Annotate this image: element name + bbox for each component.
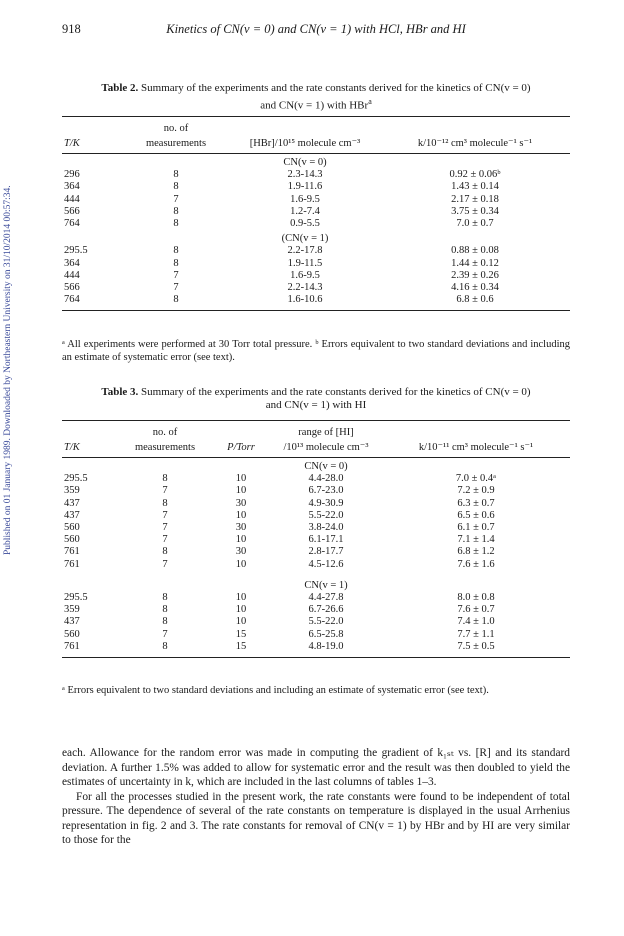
table2-group-v0-cell (122, 154, 230, 170)
table3-group-v1 (62, 577, 570, 592)
table-cell-p: 30 (235, 522, 247, 534)
table-cell-n: 8 (162, 616, 168, 628)
table-cell-k: 1.43 ± 0.14 (451, 181, 499, 193)
page-header (62, 22, 570, 40)
table-cell-k: 7.6 ± 0.7 (457, 604, 495, 616)
table2-col-n-head2: measurements (122, 138, 230, 154)
table3-group-v0-cell (212, 458, 270, 474)
table2-group-v1-label: (CN(v = 1) (281, 233, 329, 245)
table-cell-t: 566 (64, 205, 80, 217)
table-cell-n: 8 (173, 245, 179, 257)
publication-side-note: Published on 01 January 1989. Downloaded by Northeastern University on 31/10/2014 00:57:34. (3, 185, 13, 555)
table-cell-k: 7.1 ± 1.4 (457, 534, 495, 546)
table3-group-v0 (62, 458, 570, 474)
table-cell-range: 4.8-19.0 (270, 641, 382, 658)
table-row (62, 534, 570, 546)
table-cell-k: 6.8 ± 0.6 (380, 294, 570, 311)
table-cell-range: 1.9-11.6 (287, 181, 323, 193)
table-cell-range: 2.2-14.3 (287, 282, 323, 294)
table-row (62, 473, 570, 485)
table-cell-k: 7.0 ± 0.4ᵃ (455, 473, 497, 485)
table3-group-v0-label: CN(v = 0) (304, 461, 348, 472)
table-cell-k: 7.2 ± 0.9 (457, 485, 495, 497)
table-cell-n: 7 (162, 509, 168, 521)
table-cell-range: 6.1-17.1 (308, 534, 344, 546)
table2-group-v0 (62, 154, 570, 170)
table-cell-n: 7 (162, 522, 168, 534)
table-cell-p: 10 (235, 534, 247, 546)
body-paragraph-2: For all the processes studied in the present work, the rate constants were found to be independent of total pressure. The dependence of several of the rate constants on temperature is displayed in the usual Arrhenius representation in fig. 2 and 3. The rate constants for removal of CN(v = 1) by HBr and by HI are very similar to those for the (62, 790, 570, 846)
table-row (62, 169, 570, 181)
table-cell-n: 7 (162, 534, 168, 546)
table-cell-t: 761 (62, 641, 118, 658)
table-cell-t: 761 (64, 558, 80, 570)
table-cell-n: 7 (162, 628, 168, 640)
table3-col-k-spacer (382, 421, 570, 443)
table-row (62, 181, 570, 193)
table-cell-p: 10 (235, 558, 247, 570)
table3-col-t: T/K (62, 442, 118, 458)
table-row (62, 270, 570, 282)
table-cell-n: 7 (173, 193, 179, 205)
table3-group-v1-label: CN(v = 1) (304, 579, 348, 591)
table-cell-p: 10 (235, 509, 247, 521)
table-cell-range: 2.2-17.8 (287, 245, 323, 257)
table2-caption (62, 82, 570, 113)
table-row (62, 629, 570, 641)
table-cell-range: 5.5-22.0 (308, 509, 344, 521)
table-cell-k: 6.8 ± 1.2 (457, 546, 495, 558)
table-cell-range: 4.9-30.9 (308, 497, 344, 509)
table2-col-range-spacer (230, 117, 380, 139)
table-cell-k: 8.0 ± 0.8 (457, 592, 495, 604)
table-row (62, 546, 570, 558)
table-cell-n: 8 (173, 181, 179, 193)
table2-caption-mark: a (368, 97, 372, 106)
table2-col-k-spacer (380, 117, 570, 139)
table3-col-range-head1: range of [HI] (270, 421, 382, 443)
table3-col-range-head2: /10¹³ molecule cm⁻³ (270, 442, 382, 458)
table3-col-t-spacer (62, 421, 118, 443)
table-cell-p: 15 (212, 641, 270, 658)
table-cell-p: 10 (235, 616, 247, 628)
table-row (62, 498, 570, 510)
table-cell-range: 4.4-28.0 (308, 473, 344, 485)
table-row (62, 294, 570, 311)
table-cell-p: 15 (235, 628, 247, 640)
table-cell-k: 6.5 ± 0.6 (457, 509, 495, 521)
table-cell-k: 0.88 ± 0.08 (451, 245, 499, 257)
table-cell-k: 7.0 ± 0.7 (456, 218, 494, 230)
table-cell-n: 7 (173, 282, 179, 294)
running-title: Kinetics of CN(v = 0) and CN(v = 1) with HCl, HBr and HI (166, 22, 466, 36)
table3-col-n-head2: measurements (118, 442, 212, 458)
table-cell-n: 8 (162, 604, 168, 616)
table-row (62, 245, 570, 257)
table3-col-n-head1: no. of (118, 421, 212, 443)
table-cell-k: 2.17 ± 0.18 (451, 193, 499, 205)
table-cell-t: 560 (64, 534, 80, 546)
table-cell-t: 444 (64, 193, 80, 205)
table-cell-t: 437 (64, 497, 80, 509)
table-cell-n: 7 (173, 269, 179, 281)
table3-group-v0-cell (118, 458, 212, 474)
table-cell-t: 359 (64, 604, 80, 616)
table-cell-range: 3.8-24.0 (308, 522, 344, 534)
table-cell-t: 560 (64, 522, 80, 534)
table-cell-n: 8 (173, 205, 179, 217)
table-cell-t: 761 (64, 546, 80, 558)
table-cell-t: 437 (64, 616, 80, 628)
table3-group-v1-cell (212, 577, 270, 592)
table-cell-range: 2.8-17.7 (308, 546, 344, 558)
body-paragraph-1: each. Allowance for the random error was made in computing the gradient of k₁ₛₜ vs. [R] and its standard deviation. A further 1.5% was added to allow for systematic error and the result was then doubled to yield the estimates of uncertainty in k, which are included in the last columns of tables 1–3. (62, 747, 570, 788)
table-cell-range: 1.2-7.4 (290, 205, 320, 217)
table-cell-k: 6.1 ± 0.7 (457, 522, 495, 534)
table-cell-k: 7.7 ± 1.1 (457, 628, 495, 640)
table-row (62, 194, 570, 206)
table-row (62, 559, 570, 571)
table-cell-p: 10 (235, 592, 247, 604)
table-cell-range: 6.7-23.0 (308, 485, 344, 497)
table-cell-p: 10 (235, 473, 247, 485)
table-cell-t: 364 (64, 257, 80, 269)
table2-group-v1-cell (380, 230, 570, 245)
table2-caption-line2: and CN(v = 1) with HBr (260, 99, 369, 112)
table2-col-n-head1: no. of (122, 117, 230, 139)
table-cell-k: 4.16 ± 0.34 (451, 282, 499, 294)
table-cell-n: 8 (122, 294, 230, 311)
table3-label: Table 3. (101, 386, 139, 398)
table3-col-p: P/Torr (212, 442, 270, 458)
table-row (62, 616, 570, 628)
table-cell-k: 7.5 ± 0.5 (382, 641, 570, 658)
table-cell-t: 764 (62, 294, 122, 311)
table2-group-v1-cell (62, 230, 122, 245)
table3-group-v1-cell (118, 577, 212, 592)
table2-col-t: T/K (62, 138, 122, 154)
table-cell-t: 295.5 (64, 473, 88, 485)
table-cell-range: 1.6-9.5 (290, 269, 320, 281)
table-cell-n: 8 (118, 641, 212, 658)
table-cell-p: 30 (235, 497, 247, 509)
table-cell-n: 8 (162, 497, 168, 509)
table3-footnote: ᵃ Errors equivalent to two standard deviations and including an estimate of systematic error (see text). (62, 685, 489, 696)
table-row (62, 592, 570, 604)
table-cell-t: 364 (64, 181, 80, 193)
table-cell-t: 444 (64, 269, 80, 281)
table-row (62, 641, 570, 658)
table3 (62, 420, 570, 658)
table-row (62, 282, 570, 294)
table3-caption (62, 386, 570, 412)
table-cell-t: 764 (64, 218, 80, 230)
table3-group-v1-cell (382, 577, 570, 592)
table2-footnote: ᵃ All experiments were performed at 30 Torr total pressure. ᵇ Errors equivalent to two standard deviations and including an estimate of systematic error (see text). (62, 339, 570, 363)
table3-group-v0-cell (382, 458, 570, 474)
table-cell-p: 10 (235, 604, 247, 616)
table-cell-t: 359 (64, 485, 80, 497)
table-row (62, 604, 570, 616)
table-cell-k: 0.92 ± 0.06ᵇ (449, 169, 501, 181)
table-cell-range: 1.6-9.5 (290, 193, 320, 205)
table2-label: Table 2. (101, 82, 139, 94)
table2 (62, 116, 570, 311)
table3-caption-line2: and CN(v = 1) with HI (265, 399, 367, 411)
table-cell-n: 8 (173, 257, 179, 269)
table-cell-k: 6.3 ± 0.7 (457, 497, 495, 509)
table-cell-n: 8 (162, 592, 168, 604)
table-cell-p: 30 (235, 546, 247, 558)
table-cell-range: 1.9-11.5 (287, 257, 323, 269)
table-cell-k: 2.39 ± 0.26 (451, 269, 499, 281)
table-cell-k: 7.6 ± 1.6 (457, 558, 495, 570)
table-cell-n: 8 (173, 218, 179, 230)
table3-col-p-spacer (212, 421, 270, 443)
table-cell-k: 1.44 ± 0.12 (451, 257, 499, 269)
table-cell-range: 4.5-12.6 (308, 558, 344, 570)
table2-col-t-spacer (62, 117, 122, 139)
table3-group-v1-cell (62, 577, 118, 592)
table-cell-k: 3.75 ± 0.34 (451, 205, 499, 217)
table3-caption-line1: Summary of the experiments and the rate constants derived for the kinetics of CN(v = 0) (141, 386, 531, 398)
table-cell-t: 295.5 (64, 592, 88, 604)
table-cell-range: 2.3-14.3 (287, 169, 323, 181)
table-cell-t: 296 (64, 169, 80, 181)
page-number: 918 (62, 22, 81, 36)
table-cell-range: 6.7-26.6 (308, 604, 344, 616)
table3-group-v0-cell (62, 458, 118, 474)
table2-group-v1-cell (122, 230, 230, 245)
table-cell-t: 566 (64, 282, 80, 294)
table-row (62, 218, 570, 230)
table2-caption-line1: Summary of the experiments and the rate constants derived for the kinetics of CN(v = 0) (141, 82, 531, 94)
table-cell-t: 295.5 (64, 245, 88, 257)
table-cell-range: 5.5-22.0 (308, 616, 344, 628)
table2-group-v0-cell (62, 154, 122, 170)
table2-group-v0-cell (380, 154, 570, 170)
table-cell-t: 560 (64, 628, 80, 640)
table-row (62, 485, 570, 497)
table-cell-k: 7.4 ± 1.0 (457, 616, 495, 628)
table-cell-n: 7 (162, 485, 168, 497)
table-cell-range: 1.6-10.6 (230, 294, 380, 311)
table-cell-n: 8 (162, 546, 168, 558)
table-row (62, 522, 570, 534)
table-cell-range: 0.9-5.5 (290, 218, 320, 230)
table2-col-range: [HBr]/10¹⁵ molecule cm⁻³ (230, 138, 380, 154)
table-row (62, 258, 570, 270)
body-text (62, 746, 570, 848)
table-row (62, 510, 570, 522)
table-cell-range: 4.4-27.8 (308, 592, 344, 604)
table-row (62, 206, 570, 218)
table2-col-k: k/10⁻¹² cm³ molecule⁻¹ s⁻¹ (380, 138, 570, 154)
table-cell-n: 8 (173, 169, 179, 181)
table3-col-k: k/10⁻¹¹ cm³ molecule⁻¹ s⁻¹ (382, 442, 570, 458)
table-cell-n: 7 (162, 558, 168, 570)
table2-group-v0-label: CN(v = 0) (283, 157, 327, 168)
table-cell-n: 8 (162, 473, 168, 485)
table-cell-range: 6.5-25.8 (308, 628, 344, 640)
table-cell-p: 10 (235, 485, 247, 497)
table2-group-v1 (62, 230, 570, 245)
table-cell-t: 437 (64, 509, 80, 521)
